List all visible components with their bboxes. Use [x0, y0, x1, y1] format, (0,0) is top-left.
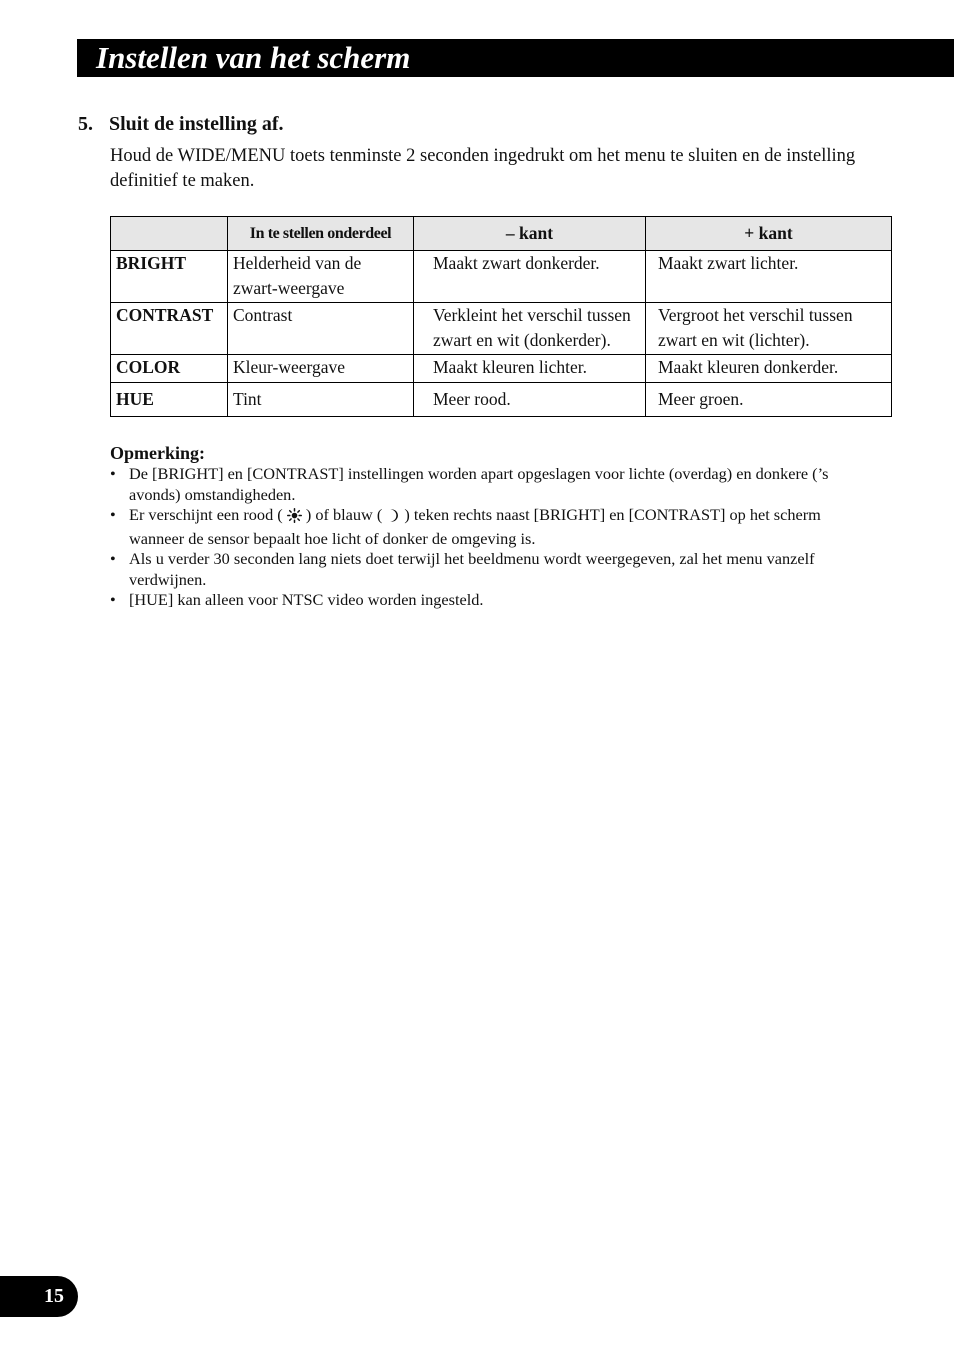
moon-icon [386, 508, 400, 529]
table-header-minus: – kant [414, 217, 646, 251]
list-item [110, 549, 870, 590]
row-item: Helderheid van de zwart-weergave [228, 251, 414, 303]
bullet: • [110, 549, 116, 568]
row-plus-line: zwart en wit (lichter). [658, 330, 810, 350]
note-text-middle: ) of blauw ( [301, 505, 387, 524]
row-plus-line: Maakt kleuren donkerder. [658, 357, 839, 377]
note-text-after: ) teken rechts naast [BRIGHT] en [CONTRAST] op het scherm wanneer de sensor bepaalt hoe licht of donker de omgeving is. [129, 505, 821, 548]
notes-title: Opmerking: [110, 443, 206, 463]
row-minus-line: zwart en wit (donkerder). [433, 330, 611, 350]
row-item: Tint [228, 383, 414, 417]
row-key: BRIGHT [111, 251, 228, 303]
page-title: Instellen van het scherm [96, 40, 411, 75]
row-item: Contrast [228, 303, 414, 355]
row-minus [414, 251, 646, 303]
table-header-plus: + kant [646, 217, 892, 251]
notes-list [110, 464, 870, 611]
bullet: • [110, 505, 116, 524]
row-minus-line: Verkleint het verschil tussen [433, 305, 631, 325]
row-plus-line: Meer groen. [658, 389, 744, 409]
row-plus [646, 383, 892, 417]
table-row [111, 383, 892, 417]
row-plus [646, 355, 892, 383]
row-plus-line: Vergroot het verschil tussen [658, 305, 853, 325]
row-item: Kleur-weergave [228, 355, 414, 383]
page-number: 15 [44, 1285, 64, 1307]
row-key: COLOR [111, 355, 228, 383]
step-body: Houd de WIDE/MENU toets tenminste 2 seconden ingedrukt om het menu te sluiten en de instelling definitief te maken. [110, 146, 856, 191]
table-row [111, 251, 892, 303]
row-minus [414, 383, 646, 417]
settings-table [110, 216, 892, 417]
row-minus [414, 303, 646, 355]
list-item [110, 590, 870, 611]
bullet: • [110, 464, 116, 483]
row-plus [646, 251, 892, 303]
row-minus-line: Maakt kleuren lichter. [433, 357, 588, 377]
step-heading-text: Sluit de instelling af. [109, 113, 284, 135]
row-plus [646, 303, 892, 355]
row-key: HUE [111, 383, 228, 417]
row-key: CONTRAST [111, 303, 228, 355]
table-row [111, 303, 892, 355]
bullet: • [110, 590, 116, 609]
note-text: Als u verder 30 seconden lang niets doet terwijl het beeldmenu wordt weergegeven, zal het menu vanzelf verdwijnen. [129, 549, 815, 589]
step-heading [78, 113, 283, 136]
note-text: De [BRIGHT] en [CONTRAST] instellingen worden apart opgeslagen voor lichte (overdag) en donkere (’s avonds) omstandigheden. [129, 464, 829, 504]
table-header-item: In te stellen onderdeel [228, 217, 414, 251]
table-header-empty [111, 217, 228, 251]
note-text: [HUE] kan alleen voor NTSC video worden ingesteld. [129, 590, 484, 609]
row-plus-line: Maakt zwart lichter. [658, 253, 799, 273]
section-title-bar [77, 39, 954, 77]
step-number: 5. [78, 113, 93, 135]
row-minus-line: Maakt zwart donkerder. [433, 253, 600, 273]
table-header-row [111, 217, 892, 251]
sun-icon [287, 508, 302, 529]
list-item [110, 464, 870, 505]
row-minus-line: Meer rood. [433, 389, 511, 409]
list-item [110, 505, 870, 549]
note-text-before: Er verschijnt een rood ( [129, 505, 287, 524]
row-minus [414, 355, 646, 383]
page-number-tab [0, 1276, 78, 1317]
table-row [111, 355, 892, 383]
